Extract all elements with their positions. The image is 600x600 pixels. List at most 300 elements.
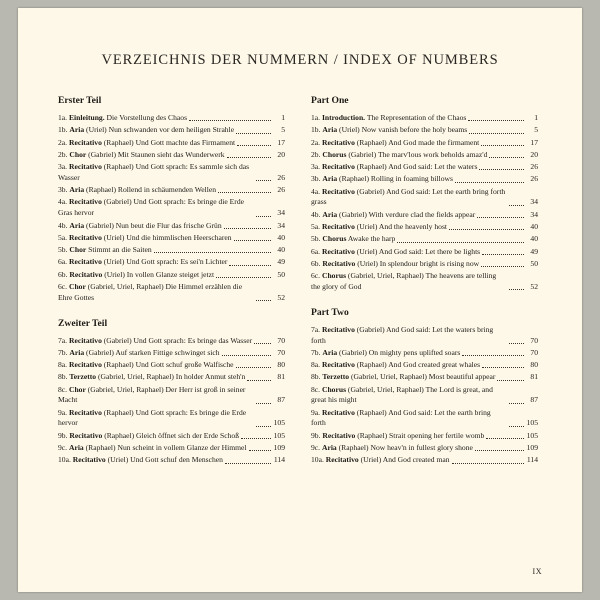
index-entry-page: 87 — [277, 395, 285, 405]
index-entry-text — [58, 113, 187, 124]
index-entry-title: (Raphael) Rollend in schäumenden Wellen — [84, 185, 217, 195]
index-entry-title: (Raphael) And God created great whales — [354, 360, 481, 370]
index-entry — [311, 162, 538, 173]
section-heading-erster-teil: Erster Teil — [58, 95, 102, 106]
index-entry-title: (Gabriel) Und Gott sprach: Es bringe die Erde Gras hervor — [58, 197, 245, 218]
index-entry-text — [311, 113, 466, 124]
index-entry-title: (Raphael) And God said: Let the earth bring forth — [311, 407, 491, 428]
leader-dots — [482, 253, 524, 255]
index-entry-title: (Gabriel) And God said: Let the waters bring forth — [311, 324, 494, 345]
index-entry — [58, 372, 285, 383]
index-entry-title: (Raphael) Nun scheint in vollem Glanze der Himmel — [83, 443, 247, 453]
leader-dots — [475, 449, 524, 451]
index-entry — [58, 197, 285, 219]
index-entry-number: 7a. — [58, 335, 69, 345]
index-entry-type: Terzetto — [69, 372, 97, 382]
index-entry-text — [58, 162, 254, 184]
index-entry — [58, 245, 285, 256]
index-entry-page: 50 — [277, 269, 285, 279]
index-entry — [311, 360, 538, 371]
index-entry-type: Chorus — [322, 149, 347, 159]
index-entry-text — [311, 443, 473, 454]
index-entry — [58, 336, 285, 347]
index-entry-title: (Uriel) In splendour bright is rising now — [355, 258, 480, 268]
leader-dots — [462, 354, 524, 356]
leader-dots — [481, 144, 524, 146]
index-entry-title: (Uriel) Nun schwanden vor dem heiligen Strahle — [84, 125, 235, 135]
index-entry-page: 34 — [530, 197, 538, 207]
index-entry-text — [311, 187, 507, 209]
index-entry-type: Terzetto — [322, 372, 350, 382]
index-entry-page: 1 — [281, 113, 285, 122]
index-entry-type: Recitativo — [68, 197, 102, 207]
index-entry-page: 109 — [526, 443, 538, 453]
entry-list-part-two — [311, 325, 538, 466]
leader-dots — [477, 216, 524, 218]
index-entry — [58, 138, 285, 149]
index-entry-number: 3a. — [58, 162, 69, 172]
index-entry — [58, 282, 285, 304]
leader-dots — [489, 156, 524, 158]
entry-list-part-one — [311, 113, 538, 293]
index-entry-page: 114 — [273, 455, 285, 465]
index-entry — [311, 174, 538, 185]
index-entry-page: 80 — [530, 360, 538, 370]
index-entry-title: (Uriel) Und Gott schuf den Menschen — [105, 455, 223, 465]
index-entry-text — [311, 174, 453, 185]
index-entry-number: 7b. — [311, 347, 323, 357]
index-entry-text — [58, 185, 216, 196]
index-entry-number: 8c. — [58, 384, 69, 394]
index-entry-number: 4a. — [58, 197, 69, 207]
index-entry-type: Recitativo — [322, 258, 356, 268]
index-entry-title: (Gabriel) The marv'lous work beholds amaz'd — [346, 149, 488, 159]
index-entry — [311, 210, 538, 221]
index-entry-title: (Gabriel, Uriel, Raphael) Die Himmel erzählen die Ehre Gottes — [58, 281, 243, 302]
index-entry-type: Recitativo — [68, 232, 102, 242]
index-entry-type: Recitativo — [321, 186, 355, 196]
index-entry-number: 3b. — [311, 174, 323, 184]
index-entry — [311, 125, 538, 136]
index-entry-page: 5 — [534, 125, 538, 135]
index-entry-title: (Gabriel) Mit Staunen sieht das Wunderwerk — [86, 149, 225, 159]
index-entry — [58, 443, 285, 454]
index-entry-text — [311, 150, 487, 161]
index-entry-type: Recitativo — [72, 455, 106, 465]
leader-dots — [452, 462, 524, 464]
index-entry-text — [311, 210, 475, 221]
leader-dots — [227, 156, 271, 158]
index-entry-number: 6a. — [311, 246, 322, 256]
index-entry-title: The Representation of the Chaos — [365, 113, 467, 122]
index-entry-text — [58, 257, 227, 268]
index-entry-type: Recitativo — [321, 407, 355, 417]
leader-dots — [397, 241, 524, 243]
index-entry-page: 105 — [273, 430, 285, 440]
leader-dots — [247, 379, 271, 381]
index-entry-text — [311, 455, 450, 466]
index-entry-text — [58, 348, 220, 359]
index-entry — [58, 125, 285, 136]
index-entry-page: 40 — [530, 234, 538, 244]
index-entry-page: 20 — [277, 149, 285, 159]
section-heading-zweiter-teil: Zweiter Teil — [58, 317, 108, 329]
index-entry-number: 6a. — [58, 257, 69, 267]
index-entry — [311, 431, 538, 442]
index-entry-title: (Raphael) Und Gott machte das Firmament — [101, 137, 236, 147]
index-entry-title: (Gabriel) Und Gott sprach: Es bringe das Wasser — [101, 335, 253, 345]
index-entry — [311, 271, 538, 293]
index-entry-page: 87 — [530, 395, 538, 405]
index-entry-text — [58, 455, 223, 466]
index-entry-title: (Gabriel, Uriel, Raphael) Most beautiful appear — [349, 372, 496, 382]
index-entry-number: 2b. — [311, 149, 323, 159]
index-entry-page: 80 — [277, 360, 285, 370]
index-entry-type: Recitativo — [68, 360, 102, 370]
leader-dots — [469, 132, 524, 134]
section-heading-part-two: Part Two — [311, 306, 349, 318]
index-entry-type: Chor — [69, 245, 87, 255]
index-entry — [311, 138, 538, 149]
index-entry — [58, 162, 285, 184]
index-entry-number: 2a. — [311, 137, 322, 147]
leader-dots — [234, 239, 271, 241]
index-entry — [311, 348, 538, 359]
index-entry-title: (Raphael) Und Gott sprach: Es bringe die Erde hervor — [58, 407, 247, 428]
index-entry-page: 40 — [277, 245, 285, 255]
index-entry-page: 105 — [526, 418, 538, 428]
index-entry-text — [311, 325, 507, 347]
index-entry-number: 4b. — [311, 209, 323, 219]
index-entry-number: 5a. — [58, 232, 69, 242]
index-entry-number: 8a. — [58, 360, 69, 370]
index-entry-type: Aria — [69, 220, 85, 230]
leader-dots — [189, 119, 271, 121]
page-folio: IX — [532, 567, 542, 576]
index-entry-type: Recitativo — [321, 246, 355, 256]
index-entry-type: Recitativo — [321, 360, 355, 370]
index-entry-title: (Uriel) And the heavenly host — [354, 222, 448, 232]
index-entry-number: 9c. — [58, 443, 69, 453]
leader-dots — [256, 402, 271, 404]
index-entry-title: (Gabriel) Nun beut die Flur das frische Grün — [84, 220, 222, 230]
index-entry-text — [58, 282, 254, 304]
index-entry-title: (Raphael) Rolling in foaming billows — [337, 174, 453, 184]
index-entry-title: (Uriel) Now vanish before the holy beams — [337, 125, 468, 135]
leader-dots — [509, 204, 524, 206]
index-entry-type: Aria — [322, 209, 338, 219]
index-entry-page: 81 — [277, 372, 285, 382]
index-entry-text — [58, 360, 234, 371]
leader-dots — [249, 449, 271, 451]
index-entry-title: (Uriel) Und Gott sprach: Es sei'n Lichter — [101, 257, 228, 267]
index-entry-type: Chor — [69, 149, 87, 159]
index-entry-number: 4a. — [311, 186, 322, 196]
index-entry-title: (Raphael) And God said: Let the waters — [354, 162, 478, 172]
leader-dots — [509, 342, 524, 344]
index-entry — [311, 385, 538, 407]
index-entry — [58, 233, 285, 244]
index-entry-number: 1b. — [311, 125, 323, 135]
index-entry — [58, 348, 285, 359]
leader-dots — [256, 299, 271, 301]
index-entry — [311, 113, 538, 124]
leader-dots — [449, 228, 524, 230]
index-entry-page: 49 — [530, 246, 538, 256]
index-entry-type: Einleitung. — [68, 113, 105, 122]
index-entry-page: 70 — [277, 335, 285, 345]
index-entry-number: 2b. — [58, 149, 70, 159]
leader-dots — [479, 168, 524, 170]
index-entry-page: 26 — [277, 185, 285, 195]
index-entry-number: 2a. — [58, 137, 69, 147]
index-entry — [311, 372, 538, 383]
index-entry-page: 17 — [530, 137, 538, 147]
index-entry-text — [311, 360, 480, 371]
index-entry-type: Aria — [321, 443, 337, 453]
index-entry-type: Recitativo — [321, 162, 355, 172]
index-entry-page: 34 — [277, 208, 285, 218]
leader-dots — [218, 191, 271, 193]
index-entry-text — [311, 271, 507, 293]
index-entry — [58, 113, 285, 124]
leader-dots — [468, 119, 524, 121]
index-entry-page: 52 — [277, 292, 285, 302]
entry-list-zweiter-teil — [58, 336, 285, 467]
index-entry-text — [311, 372, 495, 383]
leader-dots — [481, 265, 524, 267]
index-entry-number: 6b. — [311, 258, 323, 268]
index-column-english — [311, 95, 538, 468]
index-entry-number: 1a. — [58, 113, 69, 122]
index-entry-page: 1 — [534, 113, 538, 122]
index-entry-text — [311, 408, 507, 430]
index-entry-text — [311, 348, 460, 359]
index-entry-number: 7b. — [58, 347, 70, 357]
index-entry-text — [311, 125, 467, 136]
index-entry-title: (Raphael) Und Gott sprach: Es sammle sich das Wasser — [58, 162, 250, 182]
index-entry-type: Chor — [68, 384, 86, 394]
index-entry-text — [311, 222, 447, 233]
index-column-german — [58, 95, 285, 468]
index-entry-type: Aria — [69, 185, 85, 195]
index-entry-number: 1b. — [58, 125, 70, 135]
leader-dots — [236, 132, 271, 134]
index-entry-page: 26 — [277, 172, 285, 182]
leader-dots — [154, 251, 271, 253]
index-entry — [311, 222, 538, 233]
index-entry-number: 9b. — [58, 430, 70, 440]
leader-dots — [229, 264, 271, 266]
index-entry — [58, 150, 285, 161]
index-entry-type: Recitativo — [68, 162, 102, 172]
index-entry-number: 5a. — [311, 222, 322, 232]
index-entry-text — [58, 138, 235, 149]
leader-dots — [225, 462, 271, 464]
index-entry-type: Chorus — [322, 234, 347, 244]
index-entry-page: 40 — [277, 232, 285, 242]
index-entry — [311, 187, 538, 209]
index-entry-number: 3a. — [311, 162, 322, 172]
index-entry-type: Chor — [68, 281, 86, 291]
index-entry-text — [311, 138, 479, 149]
index-entry-text — [58, 125, 234, 136]
index-entry-type: Chorus — [321, 271, 347, 281]
index-entry-number: 10a. — [311, 455, 326, 465]
leader-dots — [256, 425, 271, 427]
index-entry-type: Recitativo — [68, 407, 102, 417]
index-columns — [58, 95, 542, 468]
leader-dots — [497, 379, 524, 381]
leader-dots — [237, 144, 271, 146]
index-entry-number: 6c. — [58, 281, 69, 291]
page-title: VERZEICHNIS DER NUMMERN / INDEX OF NUMBERS — [101, 52, 499, 68]
index-entry-title: (Gabriel, Uriel, Raphael) The Lord is great, and great his might — [311, 384, 493, 405]
index-entry-text — [58, 336, 252, 347]
index-entry-text — [311, 247, 480, 258]
index-entry-type: Introduction. — [321, 113, 366, 122]
index-entry-number: 3b. — [58, 185, 70, 195]
index-entry — [58, 431, 285, 442]
index-entry — [311, 234, 538, 245]
index-entry-title: (Raphael) Now heav'n in fullest glory shone — [336, 443, 473, 453]
index-entry-type: Recitativo — [69, 430, 103, 440]
index-entry-type: Recitativo — [322, 430, 356, 440]
index-entry-title: (Gabriel) Auf starken Fittige schwinget sich — [84, 347, 220, 357]
index-entry-title: (Raphael) Strait opening her fertile womb — [355, 430, 485, 440]
index-entry-title: (Uriel) And God said: Let there be lights — [354, 246, 481, 256]
index-entry-text — [58, 221, 222, 232]
index-entry-text — [58, 270, 214, 281]
index-entry — [58, 360, 285, 371]
index-entry-type: Chorus — [321, 384, 347, 394]
index-entry-page: 70 — [277, 347, 285, 357]
index-entry-title: (Gabriel) And God said: Let the earth bring forth grass — [311, 186, 506, 207]
index-entry-number: 8a. — [311, 360, 322, 370]
leader-dots — [509, 288, 524, 290]
index-entry — [311, 325, 538, 347]
index-entry — [58, 455, 285, 466]
index-entry-title: (Raphael) Gleich öffnet sich der Erde Schoß — [102, 430, 240, 440]
index-entry-page: 70 — [530, 335, 538, 345]
leader-dots — [482, 366, 524, 368]
leader-dots — [486, 437, 524, 439]
index-entry-type: Recitativo — [321, 324, 355, 334]
index-entry-text — [58, 443, 247, 454]
index-entry-page: 40 — [530, 222, 538, 232]
index-entry-page: 114 — [526, 455, 538, 465]
index-entry-page: 20 — [530, 149, 538, 159]
index-entry-title: (Raphael) And God made the firmament — [354, 137, 480, 147]
index-entry — [311, 247, 538, 258]
index-entry — [311, 443, 538, 454]
index-entry — [311, 150, 538, 161]
index-entry-page: 105 — [526, 430, 538, 440]
index-entry-page: 81 — [530, 372, 538, 382]
index-entry-page: 34 — [277, 220, 285, 230]
entry-list-erster-teil — [58, 113, 285, 304]
index-entry-title: (Uriel) Und die himmlischen Heerscharen — [101, 232, 232, 242]
leader-dots — [216, 276, 271, 278]
index-entry — [58, 221, 285, 232]
index-entry-title: (Uriel) In vollen Glanze steiget jetzt — [102, 269, 215, 279]
index-entry-type: Aria — [322, 347, 338, 357]
index-entry-number: 8b. — [311, 372, 323, 382]
page-content — [18, 8, 582, 592]
index-entry-number: 6c. — [311, 271, 322, 281]
leader-dots — [509, 402, 524, 404]
index-entry — [311, 455, 538, 466]
index-entry-text — [311, 385, 507, 407]
index-entry-page: 49 — [277, 257, 285, 267]
index-entry — [58, 385, 285, 407]
index-entry-number: 8c. — [311, 384, 322, 394]
index-entry — [311, 259, 538, 270]
document-page — [18, 8, 582, 592]
index-entry-title: (Gabriel) With verdure clad the fields appear — [337, 209, 476, 219]
index-entry-number: 9c. — [311, 443, 322, 453]
leader-dots — [224, 227, 271, 229]
index-entry-number: 8b. — [58, 372, 70, 382]
index-entry-title: (Uriel) And God created man — [358, 455, 450, 465]
index-entry-type: Aria — [322, 125, 338, 135]
index-entry-type: Aria — [69, 347, 85, 357]
index-entry-text — [58, 408, 254, 430]
index-entry-number: 7a. — [311, 324, 322, 334]
index-entry — [311, 408, 538, 430]
index-entry-text — [58, 245, 152, 256]
index-entry-page: 109 — [273, 443, 285, 453]
index-entry-number: 9a. — [58, 407, 69, 417]
index-entry-number: 1a. — [311, 113, 322, 122]
index-entry-title: (Gabriel, Uriel, Raphael) The heavens are telling the glory of God — [311, 271, 497, 291]
leader-dots — [254, 342, 271, 344]
index-entry-text — [311, 162, 477, 173]
leader-dots — [236, 366, 271, 368]
index-entry-number: 9a. — [311, 407, 322, 417]
index-entry-type: Aria — [68, 443, 84, 453]
index-entry-text — [58, 431, 239, 442]
index-entry-page: 50 — [530, 258, 538, 268]
index-entry-text — [311, 431, 484, 442]
index-entry-type: Recitativo — [321, 137, 355, 147]
index-entry-number: 6b. — [58, 269, 70, 279]
index-entry-page: 105 — [273, 418, 285, 428]
index-entry-page: 5 — [281, 125, 285, 135]
index-entry-text — [311, 259, 479, 270]
index-entry-title: Die Vorstellung des Chaos — [104, 113, 188, 122]
index-entry-number: 10a. — [58, 455, 73, 465]
index-entry-type: Recitativo — [68, 137, 102, 147]
index-entry-text — [58, 150, 225, 161]
index-entry-text — [58, 385, 254, 407]
index-entry-number: 5b. — [311, 234, 323, 244]
section-heading-part-one: Part One — [311, 95, 349, 106]
index-entry-page: 26 — [530, 174, 538, 184]
index-entry-type: Aria — [322, 174, 338, 184]
index-entry-text — [58, 197, 254, 219]
index-entry-text — [58, 233, 232, 244]
index-entry-number: 5b. — [58, 245, 70, 255]
index-entry-number: 9b. — [311, 430, 323, 440]
leader-dots — [256, 179, 271, 181]
index-entry-page: 34 — [530, 209, 538, 219]
index-entry-title: (Gabriel, Uriel, Raphael) In holder Anmut steh'n — [96, 372, 246, 382]
leader-dots — [222, 354, 271, 356]
index-entry-text — [58, 372, 245, 383]
index-entry-title: (Gabriel) On mighty pens uplifted soars — [337, 347, 461, 357]
leader-dots — [256, 215, 271, 217]
